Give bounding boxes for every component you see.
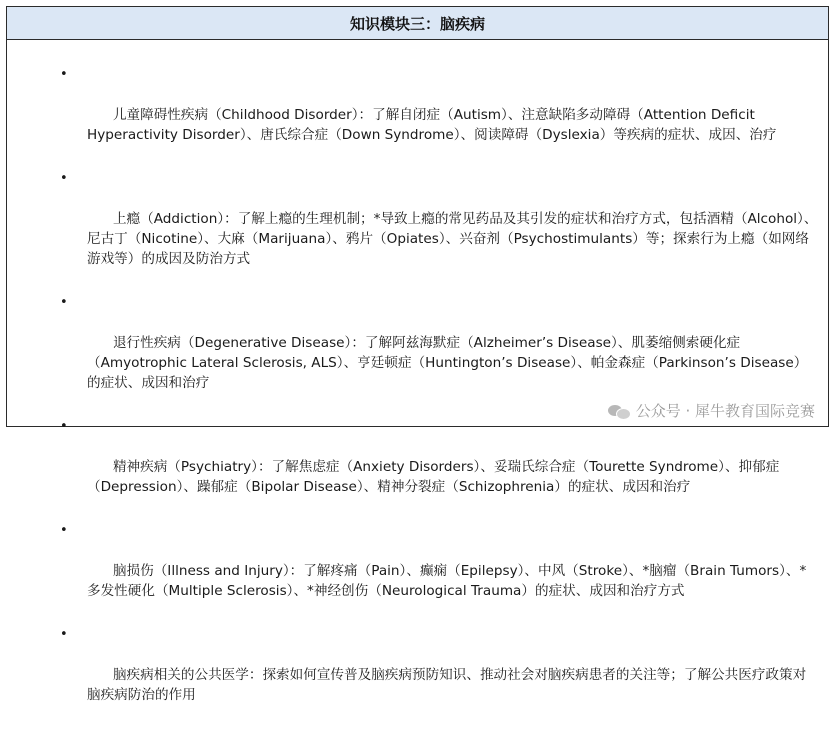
- item-text: 退行性疾病（Degenerative Disease）：了解阿兹海默症（Alzheimer’s Disease）、肌萎缩侧索硬化症（Amyotrophic Lateral Sclerosis, ALS）、亨廷顿症（Huntington’s Disease）、帕金森症（Parkinson’s Disease）的症状、成因和治疗: [87, 335, 808, 391]
- item-text: 脑疾病相关的公共医学：探索如何宣传普及脑疾病预防知识、推动社会对脑疾病患者的关注等；了解公共医疗政策对脑疾病防治的作用: [87, 667, 807, 703]
- list-item: [7, 169, 828, 289]
- item-text: 儿童障碍性疾病（Childhood Disorder）：了解自闭症（Autism）、注意缺陷多动障碍（Attention Deficit Hyperactivity Disorder）、唐氏综合症（Down Syndrome）、阅读障碍（Dyslexia）等疾病的症状、成因、治疗: [87, 107, 777, 143]
- watermark: [608, 400, 815, 421]
- list-item: [7, 65, 828, 165]
- module-title: 知识模块三：脑疾病: [349, 14, 485, 33]
- content-frame: [6, 6, 829, 703]
- item-text: 脑损伤（Illness and Injury）：了解疼痛（Pain）、癫痫（Epilepsy）、中风（Stroke）、*脑瘤（Brain Tumors）、*多发性硬化（Multiple Sclerosis）、*神经创伤（Neurological Trauma）的症状、成因和治疗方式: [87, 563, 807, 599]
- list-item: [7, 417, 828, 517]
- bullet-icon: •: [60, 419, 68, 434]
- item-text: 精神疾病（Psychiatry）：了解焦虑症（Anxiety Disorders）、妥瑞氏综合症（Tourette Syndrome）、抑郁症（Depression）、躁郁症（Bipolar Disease）、精神分裂症（Schizophrenia）的症状、成因和治疗: [87, 459, 780, 495]
- bullet-icon: •: [60, 171, 68, 186]
- bullet-icon: •: [60, 295, 68, 310]
- bullet-icon: •: [60, 67, 68, 82]
- watermark-text: 公众号 · 犀牛教育国际竞赛: [635, 402, 815, 420]
- list-item: [7, 293, 828, 413]
- list-item: [7, 625, 828, 725]
- list-item: [7, 521, 828, 621]
- wechat-icon: [608, 403, 630, 419]
- item-text: 上瘾（Addiction）：了解上瘾的生理机制；*导致上瘾的常见药品及其引发的症状和治疗方式，包括酒精（Alcohol）、尼古丁（Nicotine）、大麻（Marijuana）、鸦片（Opiates）、兴奋剂（Psychostimulants）等；探索行为上瘾（如网络游戏等）的成因及防治方式: [87, 211, 818, 267]
- bullet-icon: •: [60, 523, 68, 538]
- topic-list: [7, 65, 828, 729]
- bullet-icon: •: [60, 627, 68, 642]
- module-header: [7, 7, 828, 40]
